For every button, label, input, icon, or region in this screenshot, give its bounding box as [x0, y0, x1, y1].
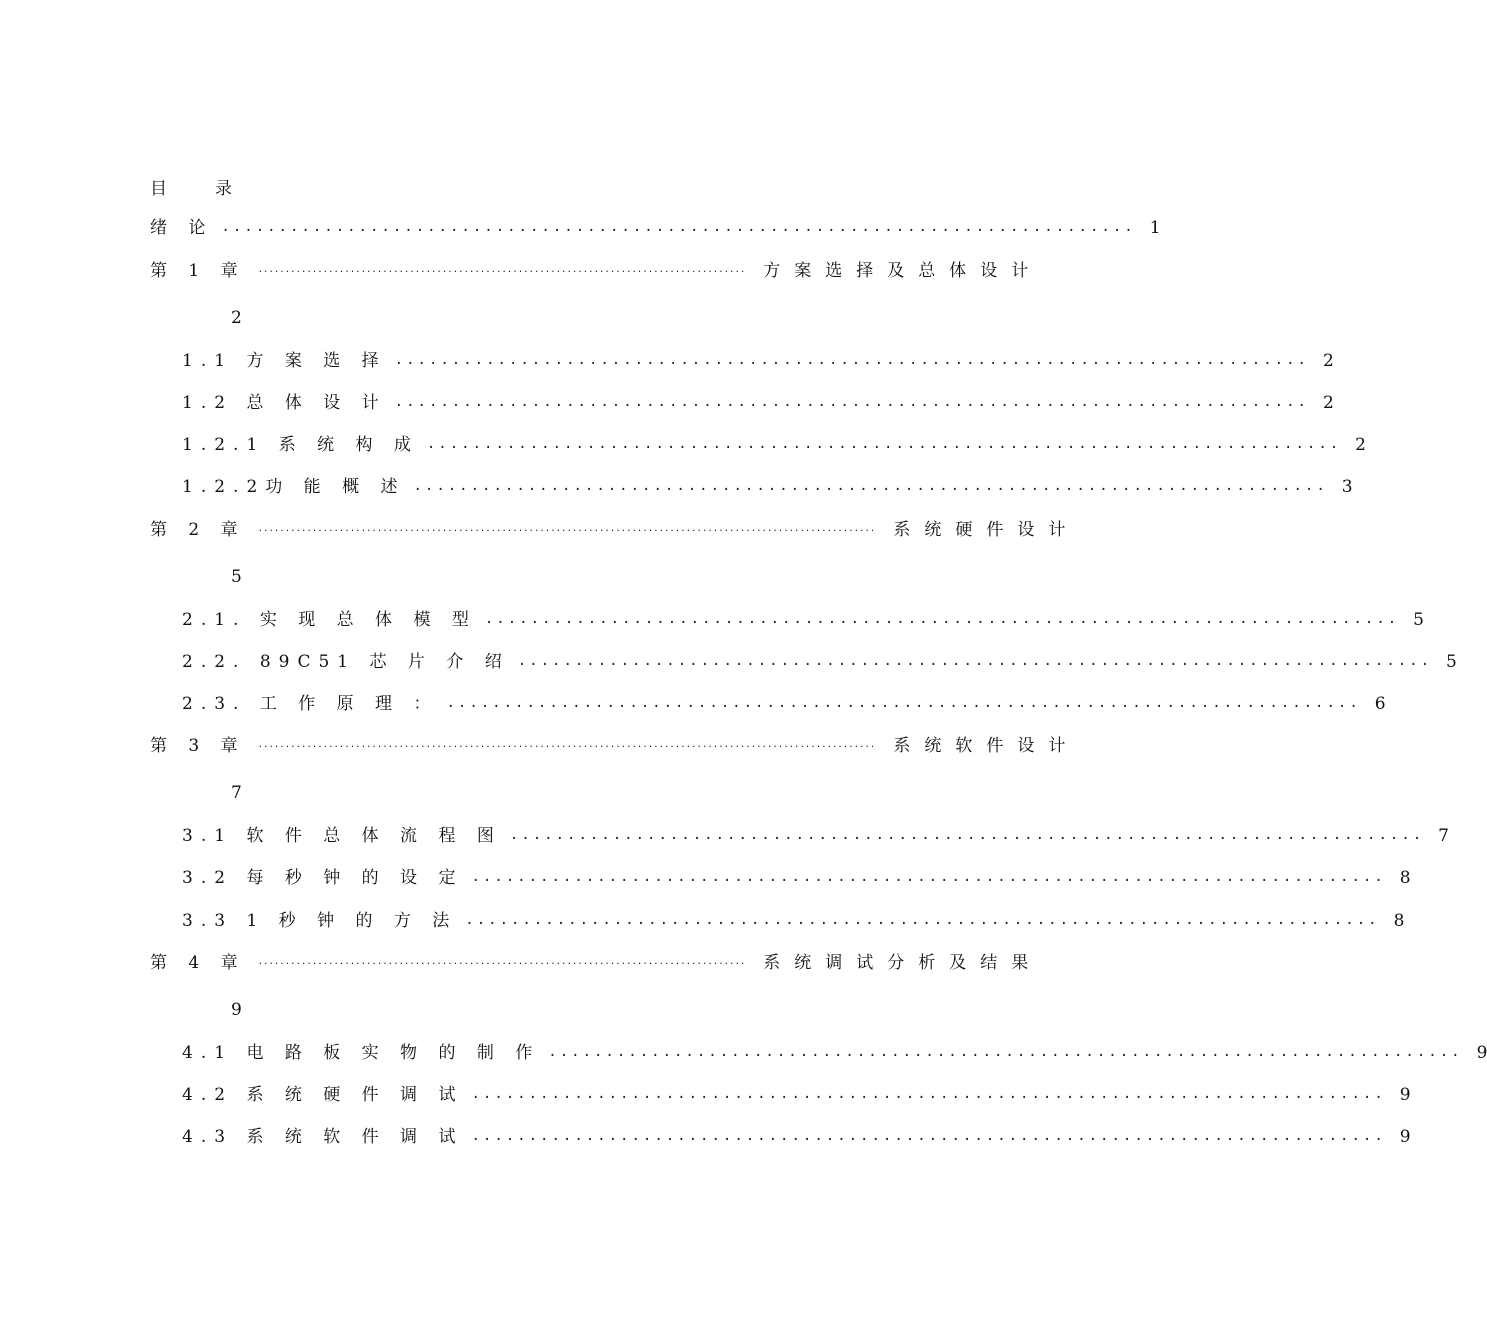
dot-leader: ................................................................................ — [394, 352, 1309, 368]
entry-label: 2.2. 89C51 芯 片 介 绍 — [182, 652, 510, 672]
dot-leader: .......................................................................................... — [257, 957, 746, 967]
chapter-title: 方案选择及总体设计 — [763, 261, 1043, 281]
toc-title-part1: 目 — [150, 179, 167, 199]
chapter-page: 9 — [231, 1000, 242, 1020]
chapter-page: 5 — [231, 567, 242, 587]
entry-page: 8 — [1399, 868, 1411, 888]
entry-label: 3.1 软 件 总 体 流 程 图 — [182, 826, 502, 846]
chapter-title: 系统硬件设计 — [893, 520, 1080, 540]
toc-entry[interactable] — [182, 387, 1334, 413]
entry-page: 9 — [1476, 1043, 1487, 1063]
toc-entry[interactable] — [182, 1079, 1411, 1105]
toc-entry[interactable] — [182, 862, 1411, 888]
dot-leader: ................................................................................ — [413, 478, 1328, 494]
chapter-title: 系统调试分析及结果 — [763, 953, 1043, 973]
entry-page: 3 — [1341, 477, 1353, 497]
toc-entry[interactable] — [182, 688, 1386, 714]
entry-label: 4.2 系 统 硬 件 调 试 — [182, 1085, 464, 1105]
toc-entry[interactable] — [182, 1121, 1411, 1147]
chapter-label: 第 1 章 — [150, 261, 246, 281]
toc-entry[interactable] — [182, 471, 1353, 497]
chapter-page: 2 — [231, 308, 242, 328]
chapter-title: 系统软件设计 — [893, 736, 1080, 756]
entry-page: 6 — [1374, 694, 1386, 714]
toc-entry[interactable] — [182, 905, 1405, 931]
entry-label: 2.1. 实 现 总 体 模 型 — [182, 610, 477, 630]
entry-page: 2 — [1322, 393, 1334, 413]
dot-leader: ................................................................................ — [509, 827, 1425, 843]
toc-chapter-entry[interactable] — [150, 255, 1043, 281]
entry-page: 2 — [1355, 435, 1366, 455]
toc-entry[interactable] — [182, 820, 1449, 846]
entry-label: 1.2 总 体 设 计 — [182, 393, 387, 413]
chapter-label: 第 3 章 — [150, 736, 246, 756]
entry-label: 3.2 每 秒 钟 的 设 定 — [182, 868, 464, 888]
toc-chapter-entry[interactable] — [150, 514, 1080, 540]
entry-page: 5 — [1413, 610, 1424, 630]
entry-page: 5 — [1446, 652, 1457, 672]
toc-entry[interactable] — [182, 1037, 1487, 1063]
entry-label: 绪 论 — [150, 218, 214, 238]
entry-page: 7 — [1438, 826, 1449, 846]
entry-page: 1 — [1149, 218, 1161, 238]
dot-leader: ................................................................................ — [446, 695, 1361, 711]
toc-chapter-entry[interactable] — [150, 730, 1080, 756]
dot-leader: ................................................................................ — [426, 436, 1342, 452]
toc-chapter-entry[interactable] — [150, 947, 1043, 973]
dot-leader: ................................................................................ — [471, 869, 1386, 885]
entry-label: 3.3 1 秒 钟 的 方 法 — [182, 911, 458, 931]
entry-label: 1.1 方 案 选 择 — [182, 351, 387, 371]
entry-label: 4.3 系 统 软 件 调 试 — [182, 1127, 464, 1147]
entry-page: 9 — [1399, 1085, 1411, 1105]
toc-title-part2: 录 — [215, 179, 232, 199]
dot-leader: ................................................................................ — [465, 912, 1380, 928]
dot-leader: ................................................................................ — [471, 1128, 1386, 1144]
dot-leader: ................................................................................ — [221, 219, 1136, 235]
toc-entry[interactable] — [182, 345, 1334, 371]
dot-leader: ................................................................................ — [484, 611, 1400, 627]
toc-entry[interactable] — [182, 646, 1457, 672]
dot-leader: .......................................................................................... — [257, 265, 746, 275]
entry-page: 9 — [1399, 1127, 1411, 1147]
entry-page: 8 — [1393, 911, 1405, 931]
dot-leader: ................................................................................ — [471, 1086, 1386, 1102]
chapter-label: 第 4 章 — [150, 953, 246, 973]
dot-leader: ................................................................................ — [548, 1044, 1463, 1060]
toc-entry[interactable] — [182, 604, 1424, 630]
chapter-page: 7 — [231, 783, 242, 803]
dot-leader: ................................................................................ — [517, 653, 1433, 669]
toc-entry[interactable] — [150, 212, 1161, 238]
entry-label: 1.2.2功 能 概 述 — [182, 477, 406, 497]
toc-title — [150, 174, 232, 199]
entry-page: 2 — [1322, 351, 1334, 371]
chapter-label: 第 2 章 — [150, 520, 246, 540]
toc-entry[interactable] — [182, 429, 1366, 455]
entry-label: 4.1 电 路 板 实 物 的 制 作 — [182, 1043, 541, 1063]
dot-leader: .................................................................................................................. — [257, 740, 876, 750]
dot-leader: .................................................................................................................. — [257, 524, 876, 534]
entry-label: 1.2.1 系 统 构 成 — [182, 435, 419, 455]
entry-label: 2.3. 工 作 原 理 ： — [182, 694, 439, 714]
dot-leader: ................................................................................ — [394, 394, 1309, 410]
